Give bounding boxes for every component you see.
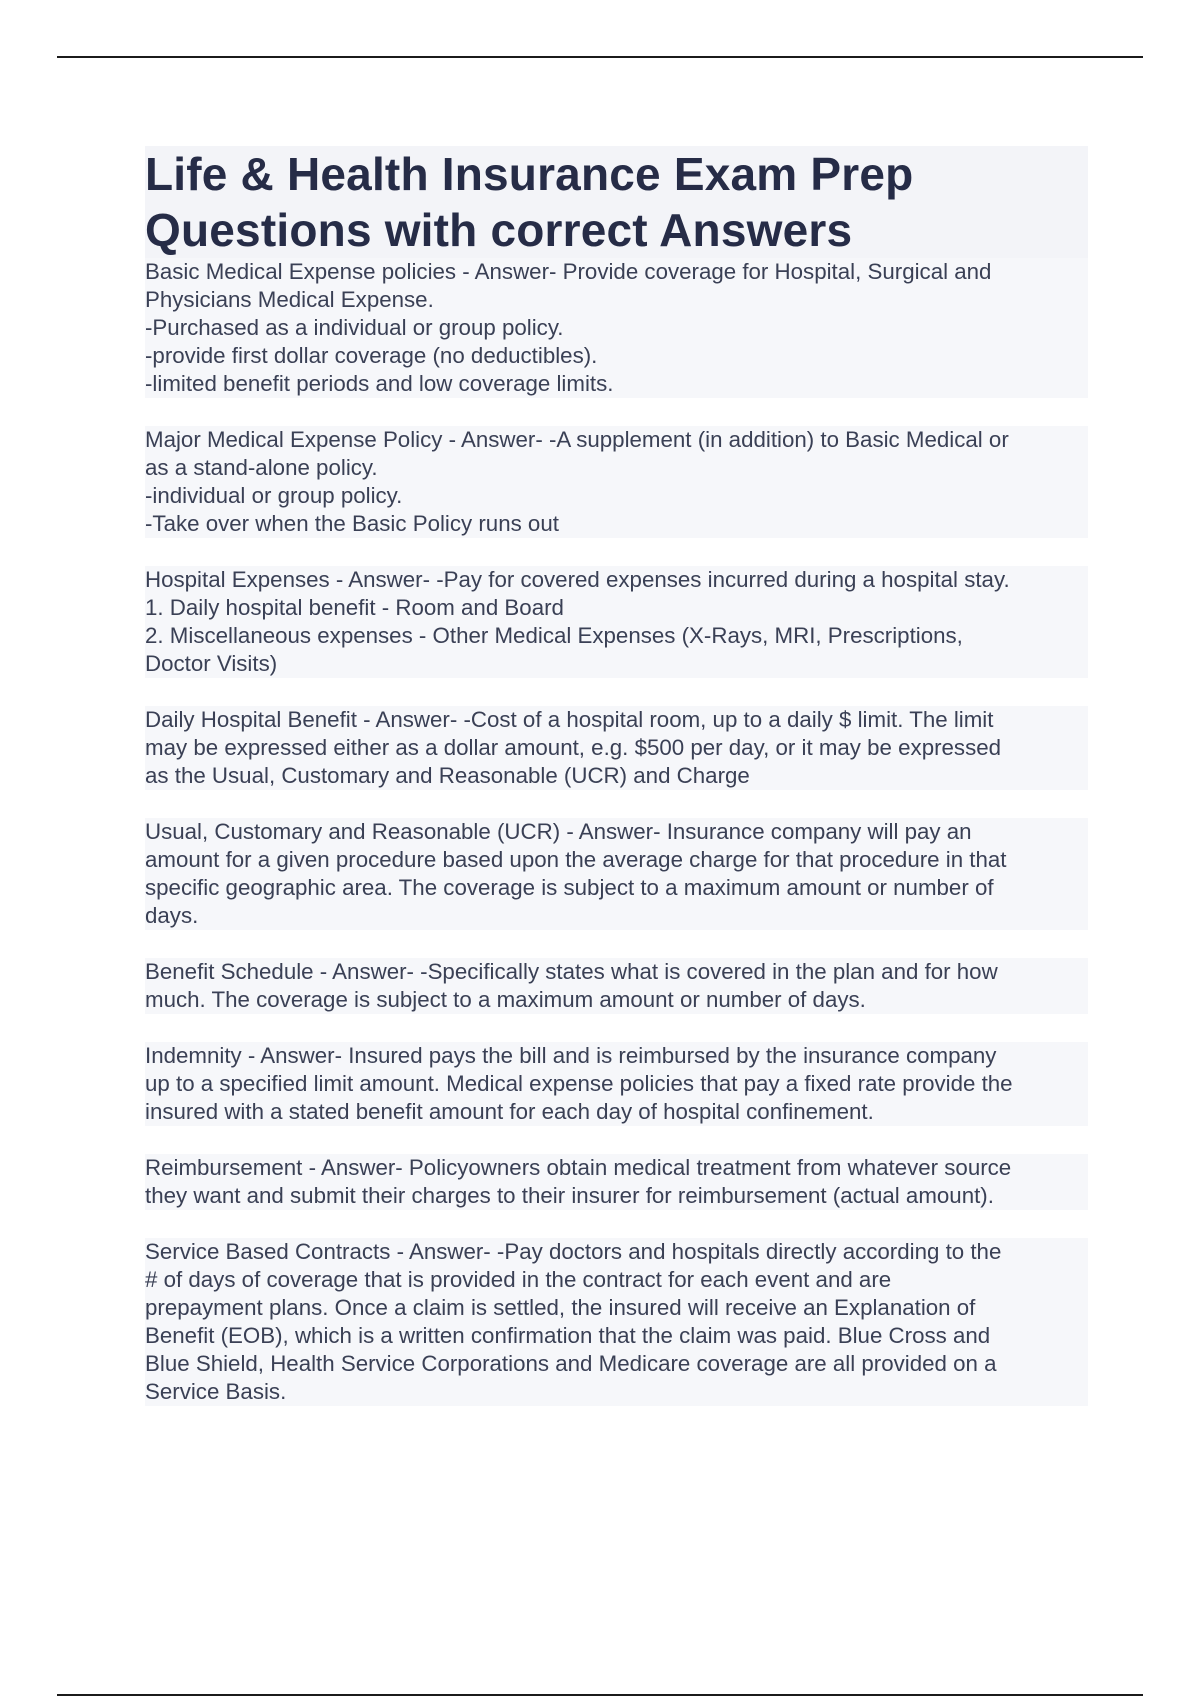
entry-line: # of days of coverage that is provided in the contract for each event and are: [145, 1267, 892, 1292]
title-line: Life & Health Insurance Exam Prep: [145, 148, 914, 200]
entry-line: Indemnity - Answer- Insured pays the bill and is reimbursed by the insurance company: [145, 1043, 997, 1068]
entry-line: prepayment plans. Once a claim is settled, the insured will receive an Explanation of: [145, 1295, 976, 1320]
qa-entry: [145, 1154, 1088, 1210]
entry-line: Daily Hospital Benefit - Answer- -Cost of a hospital room, up to a daily $ limit. The limit: [145, 707, 994, 732]
entry-line: Physicians Medical Expense.: [145, 287, 434, 312]
entry-line: Hospital Expenses - Answer- -Pay for covered expenses incurred during a hospital stay.: [145, 567, 1010, 592]
qa-entry: [145, 1042, 1088, 1126]
entry-line: as a stand-alone policy.: [145, 455, 378, 480]
entry-line: Major Medical Expense Policy - Answer- -A supplement (in addition) to Basic Medical or: [145, 427, 1009, 452]
entry-line: Basic Medical Expense policies - Answer- Provide coverage for Hospital, Surgical and: [145, 259, 992, 284]
entry-line: much. The coverage is subject to a maximum amount or number of days.: [145, 987, 866, 1012]
entry-line: 1. Daily hospital benefit - Room and Board: [145, 595, 564, 620]
entry-line: they want and submit their charges to their insurer for reimbursement (actual amount).: [145, 1183, 994, 1208]
qa-entry: [145, 426, 1088, 538]
entry-line: Reimbursement - Answer- Policyowners obtain medical treatment from whatever source: [145, 1155, 1012, 1180]
entry-line: Service Basis.: [145, 1379, 287, 1404]
entry-line: Usual, Customary and Reasonable (UCR) - Answer- Insurance company will pay an: [145, 819, 972, 844]
entry-line: 2. Miscellaneous expenses - Other Medical Expenses (X-Rays, MRI, Prescriptions,: [145, 623, 963, 648]
title-block: [145, 146, 1088, 258]
header-rule: [57, 56, 1143, 58]
qa-entry: [145, 566, 1088, 678]
entry-line: days.: [145, 903, 199, 928]
entry-line: insured with a stated benefit amount for each day of hospital confinement.: [145, 1099, 874, 1124]
qa-entry: [145, 1238, 1088, 1406]
entry-line: -provide first dollar coverage (no deductibles).: [145, 343, 598, 368]
qa-entries: [145, 258, 1088, 1406]
title-line: Questions with correct Answers: [145, 204, 853, 256]
entry-line: as the Usual, Customary and Reasonable (UCR) and Charge: [145, 763, 750, 788]
entry-line: -individual or group policy.: [145, 483, 403, 508]
entry-line: may be expressed either as a dollar amount, e.g. $500 per day, or it may be expressed: [145, 735, 1002, 760]
entry-line: Benefit Schedule - Answer- -Specifically states what is covered in the plan and for how: [145, 959, 998, 984]
entry-line: -Take over when the Basic Policy runs out: [145, 511, 559, 536]
document-body: [145, 146, 1088, 1434]
document-title: [145, 146, 1088, 258]
entry-line: specific geographic area. The coverage is subject to a maximum amount or number of: [145, 875, 994, 900]
entry-line: up to a specified limit amount. Medical expense policies that pay a fixed rate provide the: [145, 1071, 1013, 1096]
entry-line: -limited benefit periods and low coverage limits.: [145, 371, 614, 396]
entry-line: Benefit (EOB), which is a written confirmation that the claim was paid. Blue Cross and: [145, 1323, 991, 1348]
entry-line: Service Based Contracts - Answer- -Pay doctors and hospitals directly according to the: [145, 1239, 1002, 1264]
entry-line: -Purchased as a individual or group policy.: [145, 315, 564, 340]
qa-entry: [145, 818, 1088, 930]
qa-entry: [145, 958, 1088, 1014]
entry-line: amount for a given procedure based upon the average charge for that procedure in that: [145, 847, 1007, 872]
footer-rule: [57, 1694, 1143, 1696]
qa-entry: [145, 706, 1088, 790]
entry-line: Doctor Visits): [145, 651, 278, 676]
qa-entry: [145, 258, 1088, 398]
entry-line: Blue Shield, Health Service Corporations and Medicare coverage are all provided on a: [145, 1351, 997, 1376]
